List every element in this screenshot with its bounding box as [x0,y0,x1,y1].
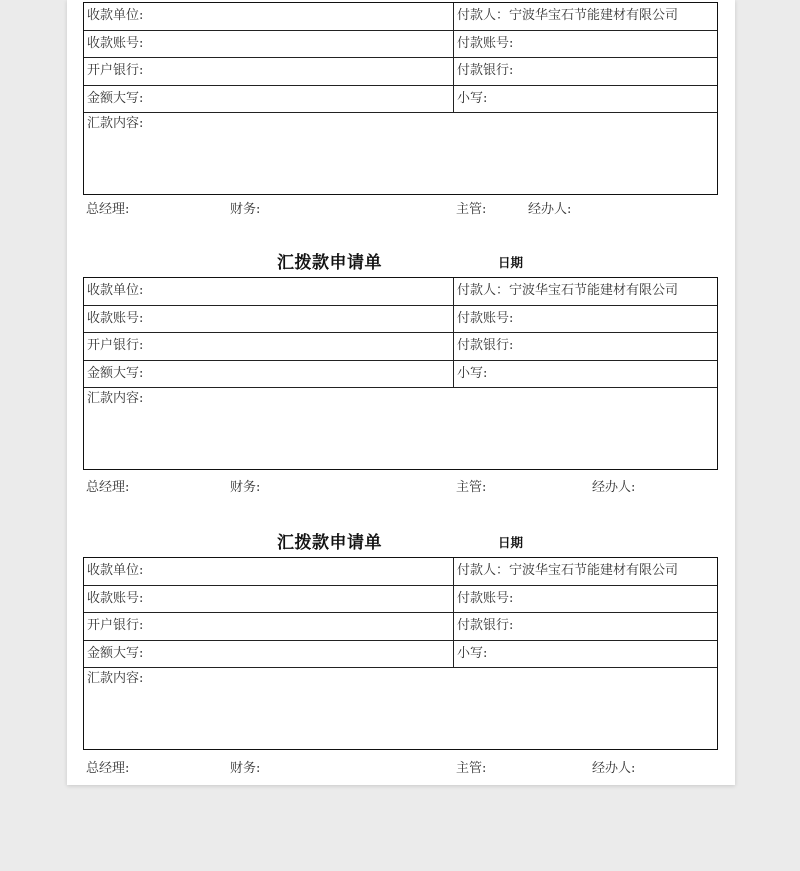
payer-bank-field[interactable]: 付款银行: [457,63,514,78]
table-row [84,31,717,59]
handler-label: 经办人: [592,480,636,495]
payer-bank-field[interactable]: 付款银行: [457,618,514,633]
amount-words-field[interactable]: 金额大写: [84,86,454,113]
form-table [83,2,718,195]
payee-account-field[interactable]: 收款账号: [84,31,454,58]
payer-field[interactable]: 付款人：宁波华宝石节能建材有限公司 [457,283,679,298]
table-row [84,586,717,614]
payer-account-field[interactable]: 付款账号: [457,310,514,326]
signature-row [67,757,735,777]
document-page [67,0,735,785]
form-table [83,277,718,470]
payee-account-field[interactable]: 收款账号: [84,306,454,333]
table-row [84,333,717,361]
general-manager-label: 总经理: [86,202,130,217]
payee-bank-field[interactable]: 开户银行: [84,333,454,360]
payer-field[interactable]: 付款人：宁波华宝石节能建材有限公司 [457,563,679,578]
signature-row [67,198,735,218]
date-label: 日期 [498,255,524,270]
supervisor-label: 主管: [456,202,487,217]
table-row [84,306,717,334]
payer-account-field[interactable]: 付款账号: [457,590,514,606]
amount-figures-field[interactable]: 小写: [457,645,488,661]
table-row [84,641,717,669]
table-row [84,613,717,641]
payee-unit-field[interactable]: 收款单位: [84,558,454,585]
finance-label: 财务: [230,202,261,217]
payer-bank-field[interactable]: 付款银行: [457,338,514,353]
payer-field[interactable]: 付款人：宁波华宝石节能建材有限公司 [457,8,679,23]
table-row [84,558,717,586]
handler-label: 经办人: [528,202,572,217]
table-row [84,58,717,86]
finance-label: 财务: [230,480,261,495]
amount-words-field[interactable]: 金额大写: [84,641,454,668]
amount-figures-field[interactable]: 小写: [457,90,488,106]
amount-words-field[interactable]: 金额大写: [84,361,454,388]
table-row [84,86,717,114]
form-title: 汇拨款申请单 [277,533,382,553]
payer-account-field[interactable]: 付款账号: [457,35,514,51]
form-table [83,557,718,750]
remittance-content-field[interactable]: 汇款内容: [87,116,144,131]
handler-label: 经办人: [592,761,636,776]
finance-label: 财务: [230,761,261,776]
amount-figures-field[interactable]: 小写: [457,365,488,381]
remittance-content-field[interactable]: 汇款内容: [87,391,144,406]
payee-unit-field[interactable]: 收款单位: [84,3,454,30]
payee-unit-field[interactable]: 收款单位: [84,278,454,305]
form-header [67,528,735,554]
table-row [84,361,717,389]
general-manager-label: 总经理: [86,761,130,776]
payee-bank-field[interactable]: 开户银行: [84,58,454,85]
payee-bank-field[interactable]: 开户银行: [84,613,454,640]
date-label: 日期 [498,535,524,550]
signature-row [67,476,735,496]
table-row [84,278,717,306]
supervisor-label: 主管: [456,761,487,776]
form-header [67,248,735,274]
form-title: 汇拨款申请单 [277,253,382,273]
table-row [84,3,717,31]
remittance-content-field[interactable]: 汇款内容: [87,671,144,686]
payee-account-field[interactable]: 收款账号: [84,586,454,613]
supervisor-label: 主管: [456,480,487,495]
general-manager-label: 总经理: [86,480,130,495]
